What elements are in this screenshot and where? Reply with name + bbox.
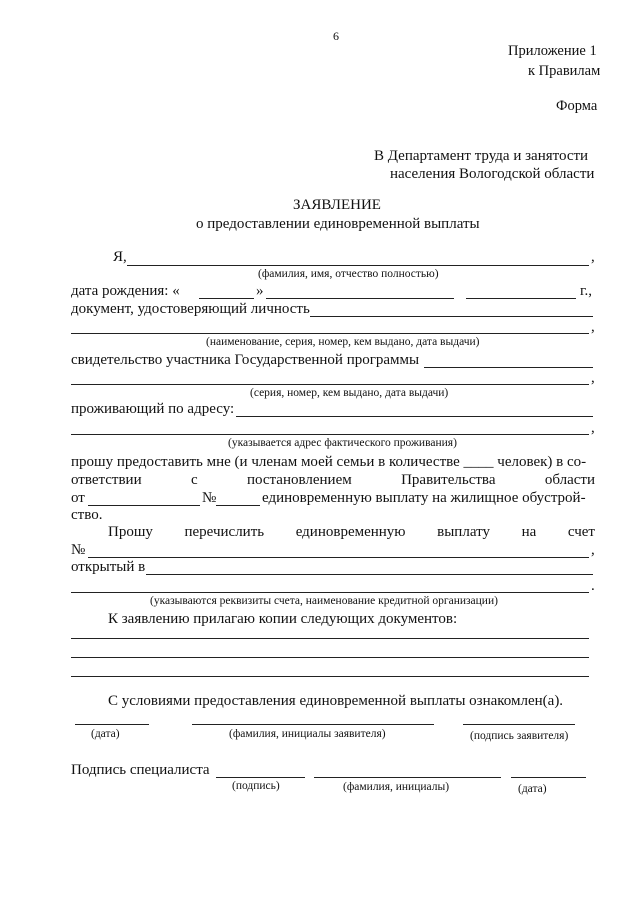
request-word: постановлением (247, 472, 352, 488)
residence-field-1[interactable] (236, 416, 593, 417)
certificate-comma: , (591, 370, 595, 386)
identity-document-field-2[interactable] (71, 333, 589, 334)
residence-label: проживающий по адресу: (71, 401, 235, 417)
addressee-line-1: В Департамент труда и занятости (374, 148, 589, 164)
birth-day-field[interactable] (199, 298, 254, 299)
applicant-signature-field[interactable] (463, 724, 575, 725)
applicant-name-field[interactable] (127, 265, 589, 266)
addressee-line-2: населения Вологодской области (390, 166, 595, 182)
birth-date-label: дата рождения: « (71, 283, 180, 299)
residence-comma: , (591, 420, 595, 436)
request-word: Правительства (401, 472, 496, 488)
bank-field-1[interactable] (146, 574, 593, 575)
identity-document-hint: (наименование, серия, номер, кем выдано, дата выдачи) (206, 336, 480, 348)
request-line-4: ство. (71, 507, 103, 523)
bank-hint: (указываются реквизиты счета, наименование кредитной организации) (150, 595, 498, 607)
applicant-prefix: Я, (113, 249, 127, 265)
appendix-line-2: к Правилам (528, 63, 601, 79)
transfer-word: на (521, 524, 537, 540)
document-subtitle: о предоставлении единовременной выплаты (196, 216, 480, 232)
applicant-date-field[interactable] (75, 724, 149, 725)
resolution-date-field[interactable] (88, 505, 200, 506)
specialist-label: Подпись специалиста (71, 762, 210, 778)
birth-year-suffix: г., (580, 283, 592, 299)
request-line-1: прошу предоставить мне (и членам моей семьи в количестве ____ человек) в со- (71, 454, 587, 470)
applicant-name-sign-field[interactable] (192, 724, 434, 725)
applicant-name-hint: (фамилия, имя, отчество полностью) (258, 268, 439, 280)
transfer-word: единовременную (295, 524, 406, 540)
residence-field-2[interactable] (71, 434, 589, 435)
request-from-label: от (71, 490, 85, 506)
transfer-word: выплату (437, 524, 490, 540)
request-word: области (544, 472, 595, 488)
attachments-field-1[interactable] (71, 638, 589, 639)
account-number-field[interactable] (88, 557, 589, 558)
applicant-date-hint: (дата) (91, 728, 120, 740)
applicant-signature-hint: (подпись заявителя) (470, 730, 569, 742)
bank-field-2[interactable] (71, 592, 589, 593)
transfer-word: перечислить (184, 524, 265, 540)
specialist-date-field[interactable] (511, 777, 586, 778)
birth-close-quote: » (256, 283, 264, 299)
specialist-signature-field[interactable] (216, 777, 305, 778)
birth-month-field[interactable] (266, 298, 454, 299)
applicant-comma: , (591, 249, 595, 265)
certificate-label: свидетельство участника Государственной программы (71, 352, 420, 368)
certificate-field-2[interactable] (71, 384, 589, 385)
request-number-label: № (202, 490, 217, 506)
opened-in-label: открытый в (71, 559, 146, 575)
resolution-number-field[interactable] (216, 505, 260, 506)
residence-hint: (указывается адрес фактического проживания) (228, 437, 457, 449)
document-title: ЗАЯВЛЕНИЕ (293, 197, 381, 213)
applicant-name-sign-hint: (фамилия, инициалы заявителя) (229, 728, 386, 740)
transfer-word: счет (567, 524, 595, 540)
appendix-line-1: Приложение 1 (508, 43, 597, 59)
identity-document-field-1[interactable] (310, 316, 593, 317)
specialist-name-hint: (фамилия, инициалы) (343, 781, 450, 793)
account-number-label: № (71, 542, 86, 558)
identity-document-label: документ, удостоверяющий личность (71, 301, 310, 317)
request-word: ответствии (71, 472, 142, 488)
attachments-field-3[interactable] (71, 676, 589, 677)
specialist-name-field[interactable] (314, 777, 501, 778)
certificate-field-1[interactable] (424, 367, 593, 368)
specialist-signature-hint: (подпись) (232, 780, 280, 792)
attachments-field-2[interactable] (71, 657, 589, 658)
bank-period: . (591, 578, 595, 594)
form-label: Форма (556, 98, 598, 114)
request-word: с (190, 472, 198, 488)
attachments-label: К заявлению прилагаю копии следующих документов: (108, 611, 458, 627)
agreement-text: С условиями предоставления единовременной выплаты ознакомлен(а). (108, 693, 564, 709)
page-number: 6 (333, 29, 339, 43)
request-line-3-rest: единовременную выплату на жилищное обустрой- (262, 490, 586, 506)
birth-year-field[interactable] (466, 298, 576, 299)
transfer-line (108, 525, 595, 540)
request-line-2 (71, 473, 595, 488)
certificate-hint: (серия, номер, кем выдано, дата выдачи) (250, 387, 449, 399)
transfer-word: Прошу (108, 524, 153, 540)
identity-document-comma: , (591, 319, 595, 335)
account-number-comma: , (591, 542, 595, 558)
specialist-date-hint: (дата) (518, 783, 547, 795)
